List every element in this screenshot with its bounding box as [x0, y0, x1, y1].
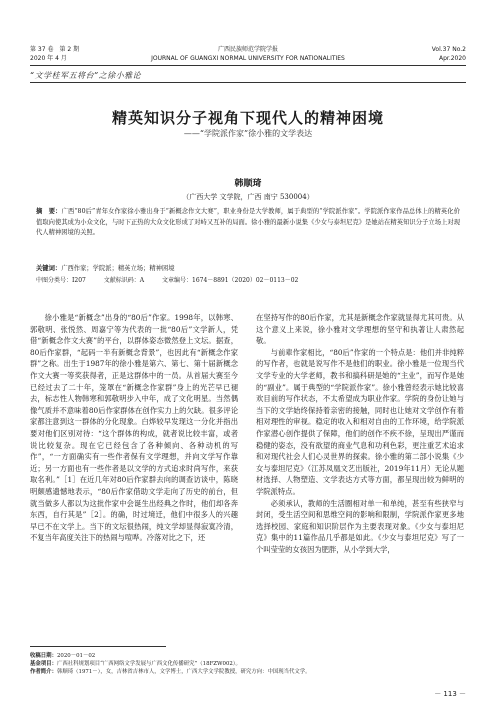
column-rule [30, 82, 466, 83]
body-paragraph: 与前辈作家相比，“80后”作家的一个特点是：他们并非纯粹的写作者，也就是说写作不是他们的职业。徐小雅是一位现当代文学专业的大学老师，教书和搞科研是她的“主业”，而写作是她的“副业”。属于典型的“学院派作家”。徐小雅曾经表示她比较喜欢目前的写作状态，不太希望成为职业作家。学院的身份让她与当下的文学始终保持着亲密的接触，同时也让她对文学创作有着相对理性的审视。稳定的收入和相对自由的工作环境，给学院派作家潜心创作提供了保障，他们的创作不疾不徐，呈现出严谨而稳健的姿态，没有欲望的商业气息和功利色彩，更注重艺术追求和对现代社会人们心灵世界的探索。徐小雅的第二部小说集《少女与泰坦尼克》（江苏凤凰文艺出版社，2019年11月）无论从题材选择、人物塑造、文学表达方式等方面，都呈现出较为鲜明的学院派特点。 [256, 347, 464, 496]
issue-en: Vol.37 No.2 [431, 46, 466, 53]
author-name: 韩顺琦 [234, 179, 262, 189]
article-subtitle: ——“学院派作家”徐小雅的文学表达 [183, 129, 313, 138]
issue-cn: 第 37 卷 第 2 期 [30, 46, 80, 53]
received-label: 收稿日期： [30, 653, 57, 659]
author-bio-value: 韩顺琦（1971－），女，吉林省吉林市人，文学博士，广西大学文学院教授，研究方向：中国现当代文学。 [56, 669, 311, 675]
article-id: 文章编号：1674－8891（2020）02－0113－02 [162, 277, 299, 284]
clc-number: 中图分类号：I207 [36, 277, 86, 284]
abstract-text: 广西“80后”青年女作家徐小雅出身于“新概念作文大赛”，职业身份是大学教师，属于典型的“学院派作家”。学院派作家作品总体上的精英化价值取向使其成为小众文化，与时下正热的大众文化形成了对峙又互补的局面。徐小雅的最新小说集《少女与泰坦尼克》是她站在精英知识分子立场上对现代人精神困境的关照。 [36, 208, 461, 236]
classification-line [36, 276, 460, 286]
footnote-rule [30, 646, 166, 647]
body-paragraph: 徐小雅是“新概念”出身的“80后”作家。1998年，以韩寒、郭敬明、张悦然、周嘉宁等为代表的一批“80后”文学新人，凭借“新概念作文大赛”的平台，以群体姿态微然登上文坛。据查，80后作家群，“起码一半有新概念背景”，也因此有“新概念作家群”之称。出生于1987年的徐小雅是第六、第七、第十届新概念作文大赛一等奖获得者，正是这群体中的一员。从首届大赛至今已经过去了二十年，笼罩在“新概念作家群”身上的光芒早已褪去，标志性人物韩寒和郭敬明步入中年，成了文化明星。当然偶像气质并不意味着80后作家群体在创作实力上的欠缺。很多评论家都注意到这一群体的分化现象。白烨较早发现这一分化并指出要对他们区别对待：“这个群体的构成，就者说比较丰富，或者说比较复杂。现在它已经包含了各种倾向、各种动机的写作”，“一方面确实有一些作者保有文学理想，并向文学写作靠近；另一方面也有一些作者是以文学的方式追求时尚写作，来获取名利。”［1］在近几年对80后作家群去向的调查访谈中，陈晓明颇感遗憾地表示，“80后作家借助文学走向了历史的前台，但就当做多人都以为这批作家中会诞生出经典之作时，他们却各奔东西，自行其是”［2］。的确，时过境迁，他们中很多人的兴趣早已不在文学上。当下的文坛很热闹，纯文学却显得寂寞冷清，不复当年高度关注下的热闹与喧哗。冷落对比之下，还 [30, 313, 238, 543]
received-date [30, 652, 466, 660]
keywords-label: 关键词： [36, 265, 62, 272]
article-title: 精英知识分子视角下现代人的精神困境 [111, 109, 384, 127]
body-column-right [256, 312, 464, 555]
abstract [36, 207, 460, 239]
body-paragraph: 在坚持写作的80后作家，尤其是新概念作家就显得尤其可贵。从这个意义上来说，徐小雅对文学理想的坚守和执著让人肃然起敬。 [256, 313, 464, 346]
date-cn: 2020 年 4 月 [30, 55, 67, 62]
author-bio [30, 668, 466, 676]
fund-value: 广西社科规划项目“广西网络文学发展与广西文化传播研究”（18FZW002）。 [56, 661, 241, 667]
author-bio-label: 作者简介： [30, 669, 57, 675]
journal-name-cn: 广西民族师范学院学报 [217, 46, 278, 53]
received-value: 2020－01－02 [56, 653, 96, 659]
keywords [36, 264, 460, 274]
footnotes [30, 652, 466, 676]
journal-name-en: JOURNAL OF GUANGXI NORMAL UNIVERSITY FOR NATIONALITIES [151, 55, 345, 62]
body-column-left [30, 312, 238, 544]
fund-label: 基金项目： [30, 661, 57, 667]
column-tag: “文学桂军五将台”之徐小雅论 [30, 71, 142, 80]
fund-project [30, 660, 466, 668]
date-en: Apr.2020 [438, 55, 466, 62]
body-paragraph: 必须承认，教师的生活圈相对单一和单纯，甚至有些狭窄与封闭，受生活空间和思维空间的影响和限制，学院派作家更多地选择校园、家庭和知识阶层作为主要表现对象。《少女与泰坦尼克》集中的11篇作品几乎都是如此。《少女与泰坦尼克》写了一个叫莹莹的女孩因为肥胖，从小学到大学， [256, 498, 464, 554]
page-number: － 113 － [434, 690, 466, 698]
abstract-label: 摘 要： [36, 208, 62, 215]
document-code: 文献标识码：A [103, 277, 145, 284]
header-rule [30, 65, 466, 66]
author-affiliation: （广西大学 文学院，广西 南宁 530004） [182, 193, 314, 201]
keywords-text: 广西作家；学院派；精英立场；精神困境 [61, 265, 175, 272]
